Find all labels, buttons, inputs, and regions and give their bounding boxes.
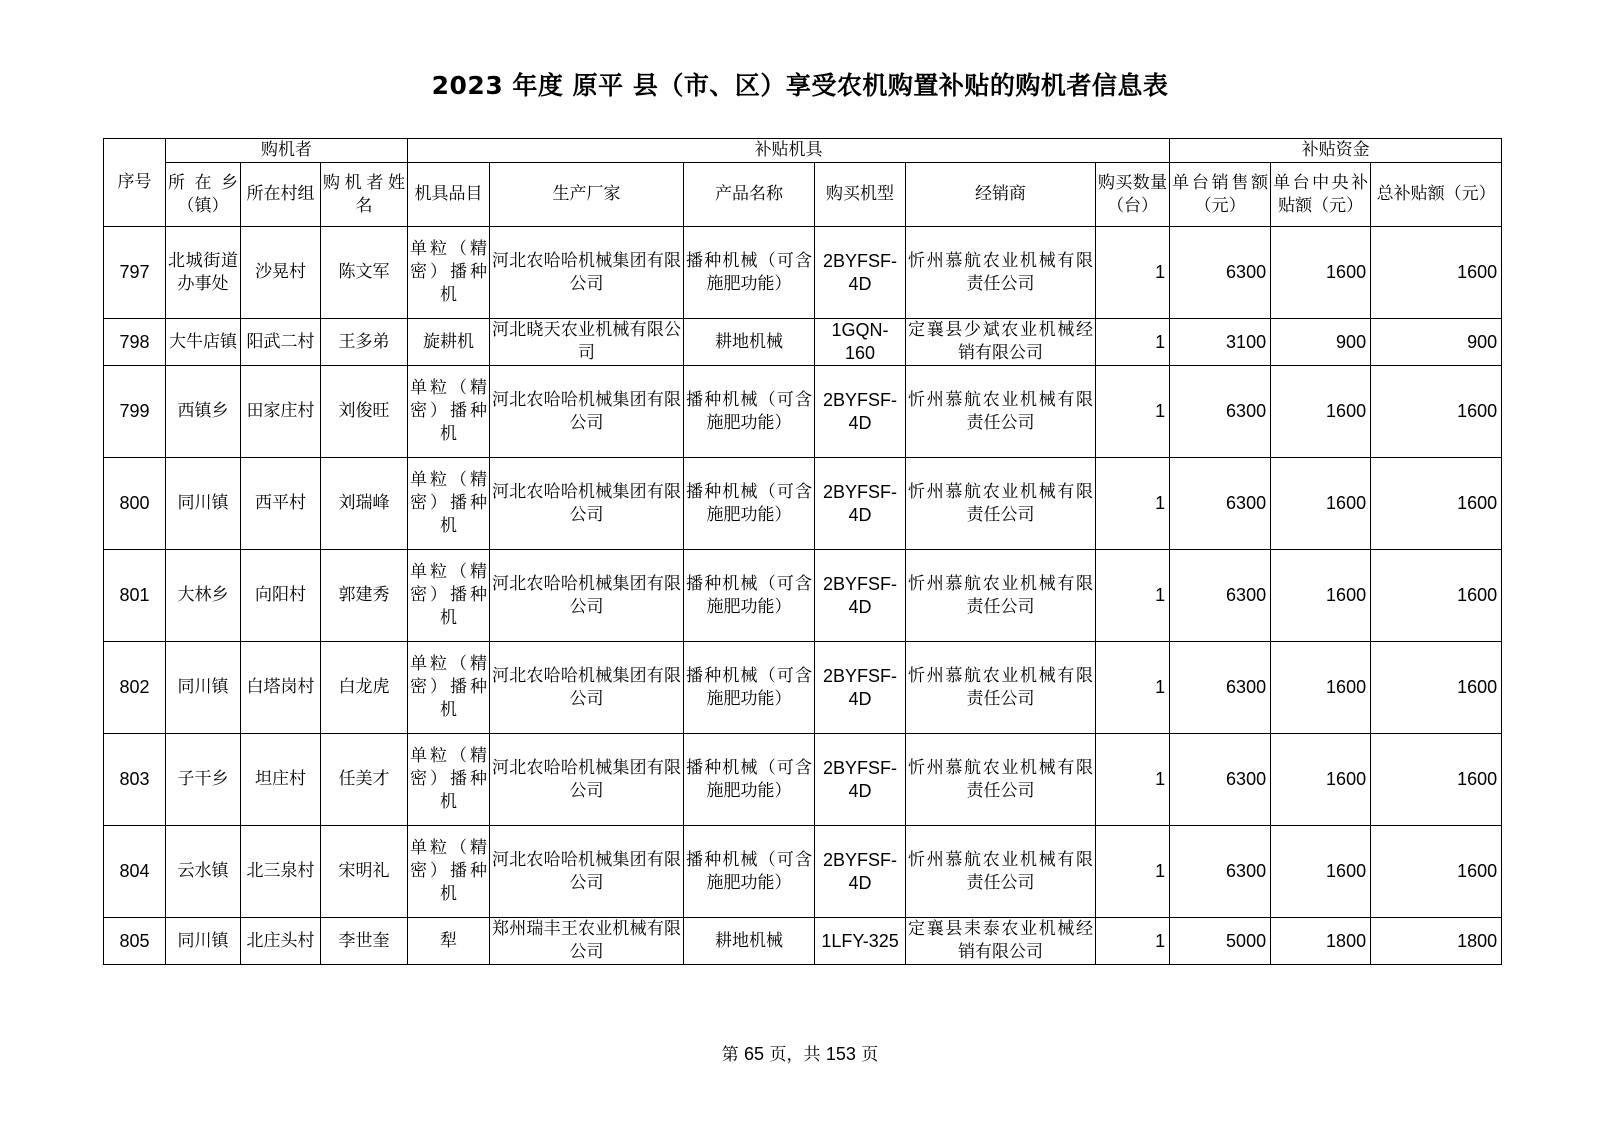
cell-seq: 799 [104,366,166,458]
page-title: 2023 年度 原平 县（市、区）享受农机购置补贴的购机者信息表 [431,71,1169,100]
cell-dealer: 忻州慕航农业机械有限责任公司 [906,826,1096,918]
cell-product: 播种机械（可含施肥功能） [684,642,815,734]
table-row [104,227,1502,319]
cell-seq: 803 [104,734,166,826]
cell-town: 大林乡 [166,550,241,642]
cell-qty: 1 [1096,227,1170,319]
footer-suffix: 页 [861,1045,879,1065]
cell-qty: 1 [1096,826,1170,918]
header-group-funds: 补贴资金 [1170,139,1502,163]
table-row [104,918,1502,965]
cell-total: 900 [1371,319,1502,366]
cell-manufacturer: 河北农哈哈机械集团有限公司 [490,458,684,550]
cell-village: 北三泉村 [241,826,321,918]
cell-dealer: 定襄县少斌农业机械经销有限公司 [906,319,1096,366]
cell-model: 2BYFSF-4D [815,642,906,734]
cell-product: 播种机械（可含施肥功能） [684,366,815,458]
purchaser-table [103,138,1502,965]
table-row [104,734,1502,826]
header-village: 所在村组 [241,163,321,227]
header-seq: 序号 [104,139,166,227]
cell-dealer: 忻州慕航农业机械有限责任公司 [906,458,1096,550]
cell-dealer: 忻州慕航农业机械有限责任公司 [906,550,1096,642]
cell-model: 2BYFSF-4D [815,227,906,319]
cell-manufacturer: 河北农哈哈机械集团有限公司 [490,227,684,319]
cell-manufacturer: 河北农哈哈机械集团有限公司 [490,366,684,458]
cell-total: 1800 [1371,918,1502,965]
header-central: 单台中央补贴额（元） [1271,163,1371,227]
cell-qty: 1 [1096,550,1170,642]
cell-central: 1600 [1271,366,1371,458]
cell-price: 6300 [1170,734,1271,826]
header-group-equipment: 补贴机具 [408,139,1170,163]
cell-total: 1600 [1371,550,1502,642]
header-dealer: 经销商 [906,163,1096,227]
cell-manufacturer: 郑州瑞丰王农业机械有限公司 [490,918,684,965]
header-category: 机具品目 [408,163,490,227]
cell-seq: 801 [104,550,166,642]
cell-price: 5000 [1170,918,1271,965]
cell-name: 王多弟 [321,319,408,366]
cell-dealer: 忻州慕航农业机械有限责任公司 [906,734,1096,826]
cell-village: 阳武二村 [241,319,321,366]
cell-total: 1600 [1371,366,1502,458]
cell-town: 云水镇 [166,826,241,918]
cell-qty: 1 [1096,366,1170,458]
table-row [104,458,1502,550]
cell-price: 6300 [1170,227,1271,319]
cell-model: 1GQN-160 [815,319,906,366]
cell-central: 900 [1271,319,1371,366]
header-name: 购机者姓名 [321,163,408,227]
cell-product: 播种机械（可含施肥功能） [684,458,815,550]
table-row [104,550,1502,642]
header-qty: 购买数量（台） [1096,163,1170,227]
cell-central: 1800 [1271,918,1371,965]
cell-seq: 804 [104,826,166,918]
cell-category: 单粒（精密）播种机 [408,550,490,642]
header-town: 所在乡（镇） [166,163,241,227]
cell-category: 单粒（精密）播种机 [408,642,490,734]
cell-dealer: 忻州慕航农业机械有限责任公司 [906,642,1096,734]
cell-category: 单粒（精密）播种机 [408,734,490,826]
cell-seq: 798 [104,319,166,366]
cell-name: 白龙虎 [321,642,408,734]
cell-manufacturer: 河北晓天农业机械有限公司 [490,319,684,366]
table-body [104,139,1502,965]
cell-price: 6300 [1170,550,1271,642]
header-manufacturer: 生产厂家 [490,163,684,227]
cell-name: 宋明礼 [321,826,408,918]
cell-total: 1600 [1371,642,1502,734]
cell-village: 白塔岗村 [241,642,321,734]
cell-name: 李世奎 [321,918,408,965]
cell-town: 子干乡 [166,734,241,826]
cell-village: 坦庄村 [241,734,321,826]
cell-total: 1600 [1371,826,1502,918]
cell-model: 2BYFSF-4D [815,458,906,550]
cell-town: 西镇乡 [166,366,241,458]
cell-model: 2BYFSF-4D [815,366,906,458]
footer-total-pages: 153 [825,1044,856,1064]
cell-central: 1600 [1271,458,1371,550]
cell-total: 1600 [1371,458,1502,550]
cell-category: 单粒（精密）播种机 [408,366,490,458]
cell-seq: 805 [104,918,166,965]
cell-town: 同川镇 [166,918,241,965]
cell-town: 同川镇 [166,458,241,550]
cell-price: 6300 [1170,366,1271,458]
cell-manufacturer: 河北农哈哈机械集团有限公司 [490,734,684,826]
cell-product: 播种机械（可含施肥功能） [684,227,815,319]
cell-central: 1600 [1271,734,1371,826]
cell-product: 播种机械（可含施肥功能） [684,826,815,918]
cell-dealer: 忻州慕航农业机械有限责任公司 [906,227,1096,319]
cell-product: 播种机械（可含施肥功能） [684,734,815,826]
cell-name: 任美才 [321,734,408,826]
cell-model: 2BYFSF-4D [815,550,906,642]
cell-qty: 1 [1096,918,1170,965]
cell-price: 6300 [1170,826,1271,918]
cell-dealer: 定襄县耒泰农业机械经销有限公司 [906,918,1096,965]
cell-town: 北城街道办事处 [166,227,241,319]
footer-mid: 页，共 [769,1045,821,1065]
cell-qty: 1 [1096,734,1170,826]
cell-dealer: 忻州慕航农业机械有限责任公司 [906,366,1096,458]
cell-central: 1600 [1271,550,1371,642]
cell-total: 1600 [1371,227,1502,319]
cell-total: 1600 [1371,734,1502,826]
footer-page-number: 65 [744,1044,765,1064]
table-row [104,319,1502,366]
cell-seq: 800 [104,458,166,550]
table-row [104,826,1502,918]
cell-price: 6300 [1170,458,1271,550]
cell-village: 沙晃村 [241,227,321,319]
cell-name: 刘俊旺 [321,366,408,458]
table-row [104,366,1502,458]
cell-qty: 1 [1096,458,1170,550]
header-total: 总补贴额（元） [1371,163,1502,227]
cell-central: 1600 [1271,642,1371,734]
cell-village: 向阳村 [241,550,321,642]
header-group-row [104,139,1502,163]
cell-town: 大牛店镇 [166,319,241,366]
cell-central: 1600 [1271,227,1371,319]
header-model: 购买机型 [815,163,906,227]
cell-manufacturer: 河北农哈哈机械集团有限公司 [490,550,684,642]
table-row [104,642,1502,734]
cell-manufacturer: 河北农哈哈机械集团有限公司 [490,826,684,918]
cell-category: 单粒（精密）播种机 [408,227,490,319]
cell-village: 西平村 [241,458,321,550]
cell-village: 北庄头村 [241,918,321,965]
cell-qty: 1 [1096,319,1170,366]
cell-category: 旋耕机 [408,319,490,366]
cell-category: 单粒（精密）播种机 [408,458,490,550]
cell-name: 陈文军 [321,227,408,319]
cell-name: 刘瑞峰 [321,458,408,550]
header-column-row [104,163,1502,227]
cell-model: 2BYFSF-4D [815,826,906,918]
cell-manufacturer: 河北农哈哈机械集团有限公司 [490,642,684,734]
cell-price: 6300 [1170,642,1271,734]
cell-central: 1600 [1271,826,1371,918]
cell-product: 耕地机械 [684,918,815,965]
cell-model: 2BYFSF-4D [815,734,906,826]
cell-town: 同川镇 [166,642,241,734]
cell-village: 田家庄村 [241,366,321,458]
header-group-buyer: 购机者 [166,139,408,163]
cell-model: 1LFY-325 [815,918,906,965]
cell-category: 犁 [408,918,490,965]
cell-name: 郭建秀 [321,550,408,642]
header-product: 产品名称 [684,163,815,227]
header-price: 单台销售额（元） [1170,163,1271,227]
cell-product: 播种机械（可含施肥功能） [684,550,815,642]
footer-prefix: 第 [721,1045,739,1065]
cell-price: 3100 [1170,319,1271,366]
cell-category: 单粒（精密）播种机 [408,826,490,918]
cell-product: 耕地机械 [684,319,815,366]
page-footer [0,1040,1600,1065]
cell-qty: 1 [1096,642,1170,734]
cell-seq: 802 [104,642,166,734]
cell-seq: 797 [104,227,166,319]
